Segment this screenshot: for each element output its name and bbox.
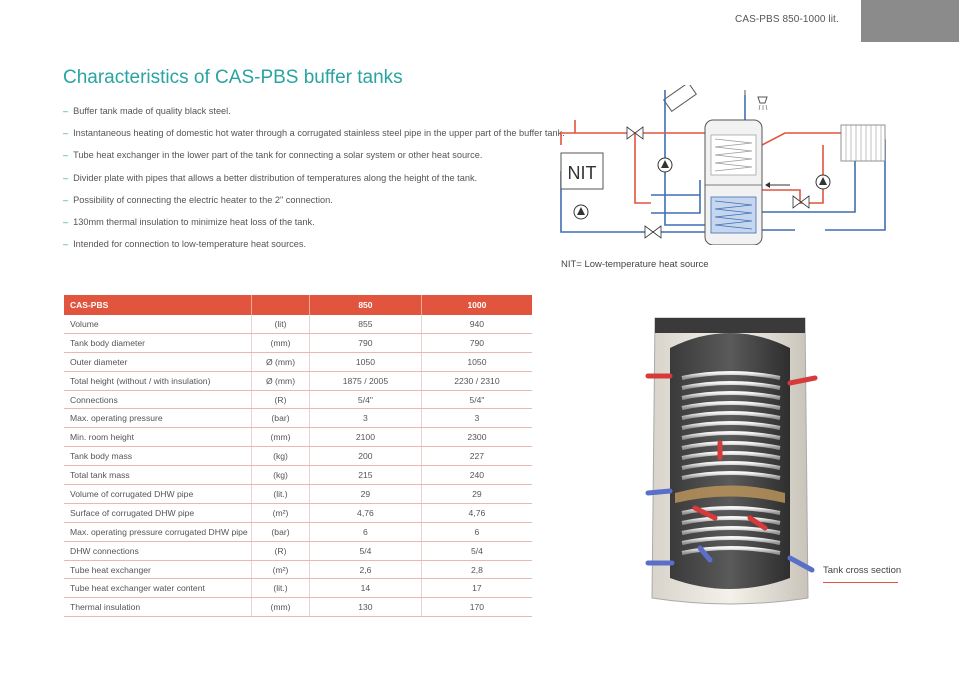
unit-cell: (bar) xyxy=(252,522,310,541)
parameter-cell: Max. operating pressure xyxy=(64,409,252,428)
parameter-cell: Tank body diameter xyxy=(64,333,252,352)
unit-cell: (kg) xyxy=(252,466,310,485)
unit-cell: (m²) xyxy=(252,560,310,579)
parameter-cell: DHW connections xyxy=(64,541,252,560)
value-cell: 2230 / 2310 xyxy=(421,371,532,390)
list-item: – Tube heat exchanger in the lower part of the tank for connecting a solar system or other heat source. xyxy=(63,150,483,161)
table-body xyxy=(64,315,532,617)
value-cell: 14 xyxy=(310,579,422,598)
parameter-cell: Thermal insulation xyxy=(64,598,252,617)
parameter-cell: Total tank mass xyxy=(64,466,252,485)
value-cell: 6 xyxy=(421,522,532,541)
unit-cell: (mm) xyxy=(252,428,310,447)
value-cell: 790 xyxy=(310,333,422,352)
value-cell: 1875 / 2005 xyxy=(310,371,422,390)
value-cell: 2,6 xyxy=(310,560,422,579)
parameter-cell: Connections xyxy=(64,390,252,409)
list-item: – Divider plate with pipes that allows a better distribution of temperatures along the height of the tank. xyxy=(63,172,478,183)
value-cell: 790 xyxy=(421,333,532,352)
solar-collector-icon xyxy=(664,85,697,111)
table-row xyxy=(64,390,532,409)
dash-icon: – xyxy=(63,106,69,116)
table-row xyxy=(64,485,532,504)
table-row xyxy=(64,409,532,428)
shower-icon xyxy=(745,90,767,110)
table-row xyxy=(64,560,532,579)
value-cell: 29 xyxy=(310,485,422,504)
value-cell: 3 xyxy=(310,409,422,428)
parameter-cell: Max. operating pressure corrugated DHW pipe xyxy=(64,522,252,541)
value-cell: 17 xyxy=(421,579,532,598)
dash-icon: – xyxy=(63,239,69,250)
unit-cell: (bar) xyxy=(252,409,310,428)
list-item: – Intended for connection to low-temperature heat sources. xyxy=(63,239,307,250)
feature-list xyxy=(63,104,565,259)
unit-cell: (lit) xyxy=(252,315,310,333)
value-cell: 2100 xyxy=(310,428,422,447)
unit-cell: (mm) xyxy=(252,598,310,617)
value-cell: 130 xyxy=(310,598,422,617)
model-code: CAS-PBS 850-1000 lit. xyxy=(735,14,839,25)
value-cell: 4,76 xyxy=(421,503,532,522)
table-row xyxy=(64,503,532,522)
dash-icon: – xyxy=(63,128,69,139)
parameter-cell: Tank body mass xyxy=(64,447,252,466)
tank-cross-section-image xyxy=(640,308,830,610)
unit-cell: (lit.) xyxy=(252,579,310,598)
hydraulic-diagram xyxy=(555,85,895,245)
unit-cell: Ø (mm) xyxy=(252,371,310,390)
unit-cell: (m²) xyxy=(252,503,310,522)
valve-icon xyxy=(645,226,661,238)
table-row xyxy=(64,371,532,390)
radiator-icon xyxy=(841,125,885,161)
parameter-cell: Total height (without / with insulation) xyxy=(64,371,252,390)
unit-cell: Ø (mm) xyxy=(252,352,310,371)
value-cell: 1050 xyxy=(310,352,422,371)
tank-schematic-icon xyxy=(705,120,762,245)
pump-icon xyxy=(816,175,830,189)
value-cell: 4,76 xyxy=(310,503,422,522)
hot-pipes xyxy=(561,120,845,203)
value-cell: 1050 xyxy=(421,352,532,371)
list-item: – Buffer tank made of quality black steel. xyxy=(63,106,231,116)
list-item: – Possibility of connecting the electric heater to the 2" connection. xyxy=(63,194,333,205)
parameter-cell: Surface of corrugated DHW pipe xyxy=(64,503,252,522)
column-header xyxy=(252,295,310,315)
table-row xyxy=(64,315,532,333)
dash-icon: – xyxy=(63,194,69,205)
table-row xyxy=(64,522,532,541)
value-cell: 227 xyxy=(421,447,532,466)
unit-cell: (mm) xyxy=(252,333,310,352)
table-row xyxy=(64,447,532,466)
arrow-icon xyxy=(765,182,790,188)
column-header: 1000 xyxy=(421,295,532,315)
parameter-cell: Tube heat exchanger water content xyxy=(64,579,252,598)
value-cell: 170 xyxy=(421,598,532,617)
column-header: CAS-PBS xyxy=(64,295,252,315)
list-item: – 130mm thermal insulation to minimize heat loss of the tank. xyxy=(63,216,315,227)
parameter-cell: Volume xyxy=(64,315,252,333)
table-header-row xyxy=(64,295,532,315)
value-cell: 940 xyxy=(421,315,532,333)
value-cell: 6 xyxy=(310,522,422,541)
value-cell: 5/4" xyxy=(310,390,422,409)
list-item: – Instantaneous heating of domestic hot water through a corrugated stainless steel pipe in the upper part of the buffer tank. xyxy=(63,128,565,139)
specs-table xyxy=(64,295,532,617)
unit-cell: (R) xyxy=(252,541,310,560)
dash-icon: – xyxy=(63,150,69,161)
parameter-cell: Volume of corrugated DHW pipe xyxy=(64,485,252,504)
unit-cell: (kg) xyxy=(252,447,310,466)
dash-icon: – xyxy=(63,172,69,183)
table-row xyxy=(64,579,532,598)
dash-icon: – xyxy=(63,216,69,227)
value-cell: 855 xyxy=(310,315,422,333)
table-row xyxy=(64,428,532,447)
value-cell: 5/4" xyxy=(421,390,532,409)
table-row xyxy=(64,466,532,485)
caption-underline xyxy=(823,582,898,583)
pump-icon xyxy=(574,205,588,219)
value-cell: 200 xyxy=(310,447,422,466)
pump-icon xyxy=(658,158,672,172)
parameter-cell: Tube heat exchanger xyxy=(64,560,252,579)
value-cell: 215 xyxy=(310,466,422,485)
value-cell: 29 xyxy=(421,485,532,504)
nit-label: NIT xyxy=(567,163,597,183)
table-row xyxy=(64,333,532,352)
parameter-cell: Outer diameter xyxy=(64,352,252,371)
table-row xyxy=(64,598,532,617)
table-row xyxy=(64,352,532,371)
value-cell: 5/4 xyxy=(310,541,422,560)
value-cell: 3 xyxy=(421,409,532,428)
page-title: Characteristics of CAS-PBS buffer tanks xyxy=(63,67,403,88)
value-cell: 2,8 xyxy=(421,560,532,579)
header-tab xyxy=(861,0,959,42)
tank-caption: Tank cross section xyxy=(823,565,902,576)
table-row xyxy=(64,541,532,560)
value-cell: 2300 xyxy=(421,428,532,447)
unit-cell: (R) xyxy=(252,390,310,409)
valve-icon xyxy=(793,196,809,208)
value-cell: 5/4 xyxy=(421,541,532,560)
unit-cell: (lit.) xyxy=(252,485,310,504)
diagram-caption: NIT= Low-temperature heat source xyxy=(561,259,709,270)
column-header: 850 xyxy=(310,295,422,315)
value-cell: 240 xyxy=(421,466,532,485)
parameter-cell: Min. room height xyxy=(64,428,252,447)
